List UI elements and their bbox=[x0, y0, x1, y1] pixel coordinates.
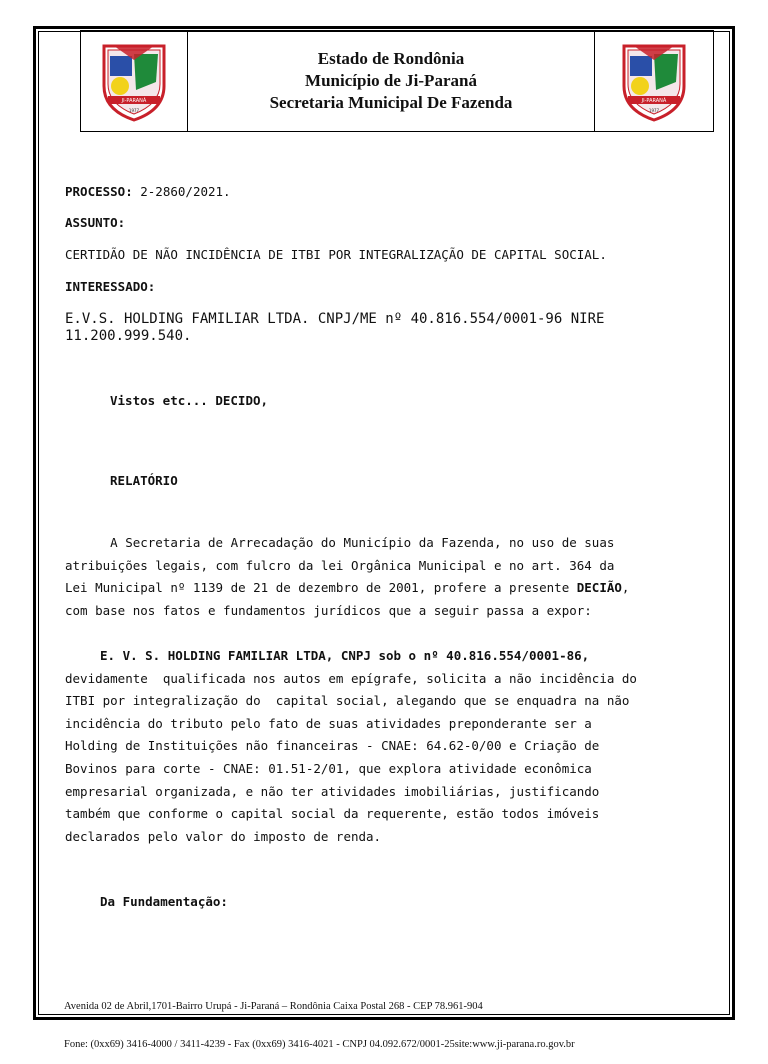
paragraph-line: empresarial organizada, e não ter atividades imobiliárias, justificando bbox=[65, 783, 600, 799]
paragraph-relatorio bbox=[65, 532, 629, 622]
paragraph-line: declarados pelo valor do imposto de renda. bbox=[65, 828, 382, 844]
page-border bbox=[33, 26, 735, 1020]
crest-right-cell bbox=[594, 31, 713, 131]
crest-banner-text: JI-PARANÁ bbox=[121, 98, 147, 104]
paragraph-line: Bovinos para corte - CNAE: 01.51-2/01, que explora atividade econômica bbox=[65, 760, 592, 776]
state-name: Estado de Rondônia bbox=[317, 49, 465, 68]
paragraph-text: Lei Municipal nº 1139 de 21 de dezembro de 2001, profere a presente bbox=[65, 580, 577, 596]
assunto-label: ASSUNTO: bbox=[65, 215, 126, 230]
interessado-line-2: 11.200.999.540. bbox=[65, 328, 192, 344]
letterhead bbox=[80, 30, 714, 132]
footer-line-1: Avenida 02 de Abril,1701-Bairro Urupá - Ji-Paraná – Rondônia Caixa Postal 268 - CEP 78.961-904 bbox=[64, 1001, 483, 1012]
paragraph-line: atribuições legais, com fulcro da lei Orgânica Municipal e no art. 364 da bbox=[65, 557, 615, 573]
interessado-line-1: E.V.S. HOLDING FAMILIAR LTDA. CNPJ/ME nº 40.816.554/0001-96 NIRE bbox=[65, 311, 605, 327]
municipality-name: Município de Ji-Paraná bbox=[305, 71, 477, 90]
paragraph-line: A Secretaria de Arrecadação do Município da Fazenda, no uso de suas bbox=[65, 535, 615, 550]
paragraph-line: Holding de Instituições não financeiras - CNAE: 64.62-0/00 e Criação de bbox=[65, 738, 600, 754]
fundamentacao-heading: Da Fundamentação: bbox=[100, 894, 228, 909]
paragraph-line: devidamente qualificada nos autos em epígrafe, solicita a não incidência do bbox=[65, 670, 637, 686]
processo-value: 2-2860/2021. bbox=[132, 184, 231, 199]
municipal-crest-icon bbox=[614, 38, 694, 124]
processo-label: PROCESSO: bbox=[65, 184, 133, 199]
crest-year-text: 1977 bbox=[128, 108, 140, 113]
paragraph-line: com base nos fatos e fundamentos jurídicos que a seguir passa a expor: bbox=[65, 602, 592, 618]
crest-banner-text: JI-PARANÁ bbox=[641, 98, 667, 104]
municipal-crest-icon bbox=[94, 38, 174, 124]
decisao-word: DECIÃO bbox=[576, 580, 622, 596]
crest-year-text: 1977 bbox=[648, 108, 660, 113]
paragraph-line: também que conforme o capital social da requerente, estão todos imóveis bbox=[65, 806, 600, 822]
paragraph-requerente bbox=[65, 645, 637, 848]
vistos-decido: Vistos etc... DECIDO, bbox=[110, 393, 269, 408]
paragraph-text: , bbox=[621, 580, 630, 596]
paragraph-line bbox=[65, 577, 629, 600]
footer-address bbox=[64, 976, 575, 1064]
letterhead-title bbox=[188, 31, 594, 131]
paragraph-line: incidência do tributo pelo fato de suas atividades preponderante ser a bbox=[65, 715, 592, 731]
relatorio-heading: RELATÓRIO bbox=[110, 473, 178, 488]
company-identification: E. V. S. HOLDING FAMILIAR LTDA, CNPJ sob o nº 40.816.554/0001-86, bbox=[100, 648, 590, 663]
interessado-label: INTERESSADO: bbox=[65, 279, 156, 294]
paragraph-line: ITBI por integralização do capital social, alegando que se enquadra na não bbox=[65, 693, 630, 709]
footer-line-2: Fone: (0xx69) 3416-4000 / 3411-4239 - Fax (0xx69) 3416-4021 - CNPJ 04.092.672/0001-25site:www.ji-parana.ro.gov.br bbox=[64, 1038, 575, 1050]
assunto-value: CERTIDÃO DE NÃO INCIDÊNCIA DE ITBI POR INTEGRALIZAÇÃO DE CAPITAL SOCIAL. bbox=[65, 247, 607, 262]
crest-left-cell bbox=[81, 31, 188, 131]
processo-line bbox=[65, 184, 231, 200]
secretariat-name: Secretaria Municipal De Fazenda bbox=[269, 93, 513, 112]
